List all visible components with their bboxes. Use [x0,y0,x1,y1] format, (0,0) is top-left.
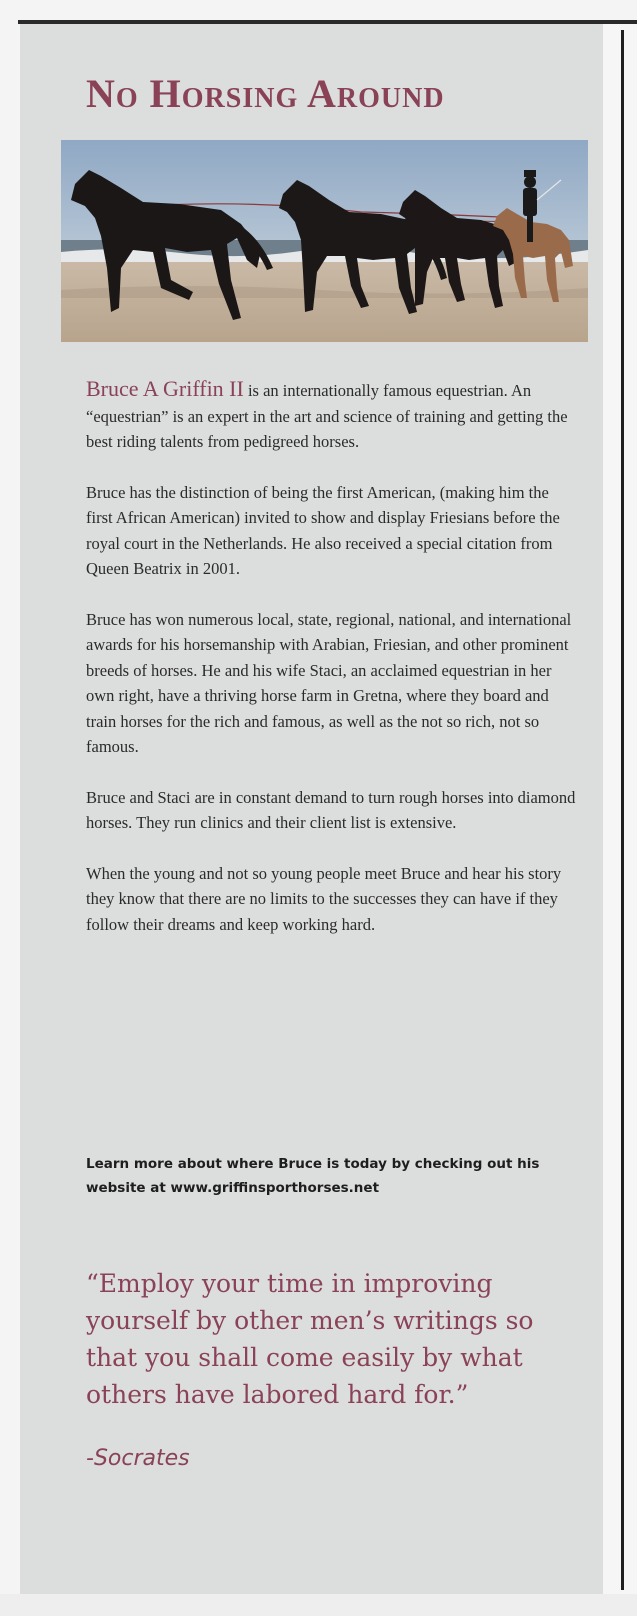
page-right-margin [603,24,637,1616]
horses-on-beach-photo [61,140,588,342]
quote-attribution: -Socrates [86,1446,190,1471]
intro-paragraph [86,376,576,455]
paragraph-awards: Bruce has won numerous local, state, regional, national, and international awards for his horsemanship with Arabian, Friesian, and other prominent breeds of horses. He and his wife Staci, an acclaimed equestrian in her own right, have a thriving horse farm in Gretna, where they board and train horses for the rich and famous, as well as the not so rich, not so famous. [86,609,572,756]
paragraph-clinics: Bruce and Staci are in constant demand to turn rough horses into diamond horses. They run clinics and their client list is extensive. [86,787,576,832]
lead-name: Bruce A Griffin II [86,376,244,401]
paragraph-distinction: Bruce has the distinction of being the first American, (making him the first African American) invited to show and display Friesians before the royal court in the Netherlands. He also received a special citation from Queen Beatrix in 2001. [86,482,560,578]
page-bottom-margin [0,1594,637,1616]
intro-text: is an internationally famous equestrian. An “equestrian” is an expert in the art and science of training and getting the best riding talents from pedigreed horses. [86,381,568,451]
article-body [86,376,576,962]
website-callout: Learn more about where Bruce is today by checking out his website at www.griffinsporthorses.net [86,1156,540,1196]
paragraph-inspiration: When the young and not so young people meet Bruce and hear his story they know that there are no limits to the successes they can have if they follow their dreams and keep working hard. [86,863,562,934]
page-title: No Horsing Around [86,71,445,116]
page-right-border [621,30,624,1590]
socrates-quote: “Employ your time in improving yourself by other men’s writings so that you shall come easily by what others have labored hard for.” [86,1269,534,1409]
